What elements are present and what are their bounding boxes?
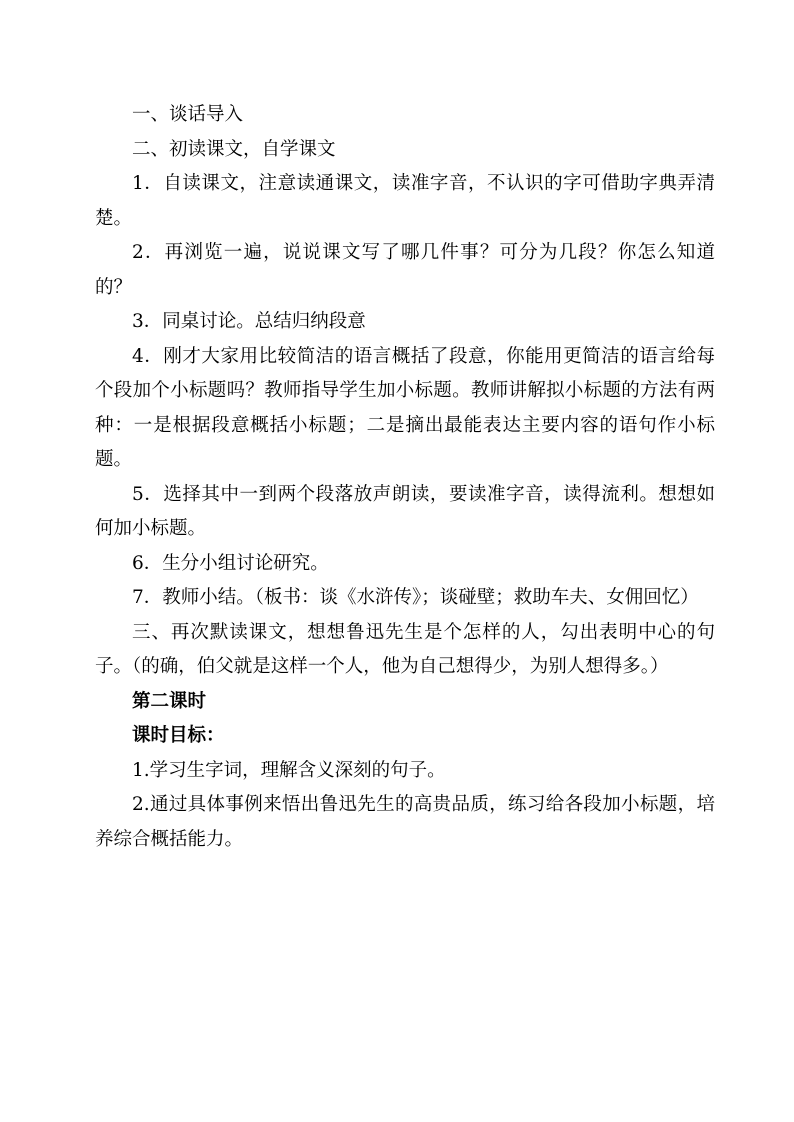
lesson-goals-heading: 课时目标：: [132, 725, 225, 746]
goal-2-paragraph: 2.通过具体事例来悟出鲁迅先生的高贵品质，练习给各段加小标题，培养综合概括能力。: [95, 794, 715, 850]
step-6-paragraph: 6．生分小组讨论研究。: [132, 552, 329, 574]
step-7-paragraph: 7．教师小结。（板书：谈《水浒传》；谈碰壁；救助车夫、女佣回忆）: [132, 587, 699, 608]
heading-talk-intro: 一、谈话导入: [132, 104, 244, 125]
step-1-paragraph: 1．自读课文，注意读通课文，读准字音，不认识的字可借助字典弄清楚。: [95, 173, 715, 229]
step-4-paragraph: 4．刚才大家用比较简洁的语言概括了段意，你能用更简洁的语言给每个段加个小标题吗？教师指导学生加小标题。教师讲解拟小标题的方法有两种：一是根据段意概括小标题；二是摘出最能表达主要内容的语句作小标题。: [95, 345, 715, 470]
step-2-paragraph: 2．再浏览一遍，说说课文写了哪几件事？可分为几段？你怎么知道的？: [95, 242, 715, 298]
document-body: [95, 98, 715, 857]
heading-first-reading: 二、初读课文，自学课文: [132, 138, 336, 160]
step-3-paragraph: 3．同桌讨论。总结归纳段意: [132, 311, 366, 332]
second-lesson-heading: 第二课时: [132, 690, 207, 712]
step-5-paragraph: 5．选择其中一到两个段落放声朗读，要读准字音，读得流利。想想如何加小标题。: [95, 483, 715, 539]
goal-1-paragraph: 1.学习生字词，理解含义深刻的句子。: [132, 759, 446, 781]
heading-silent-reading: 三、再次默读课文，想想鲁迅先生是个怎样的人，勾出表明中心的句子。（的确，伯父就是这样一个人，他为自己想得少，为别人想得多。）: [95, 621, 715, 677]
